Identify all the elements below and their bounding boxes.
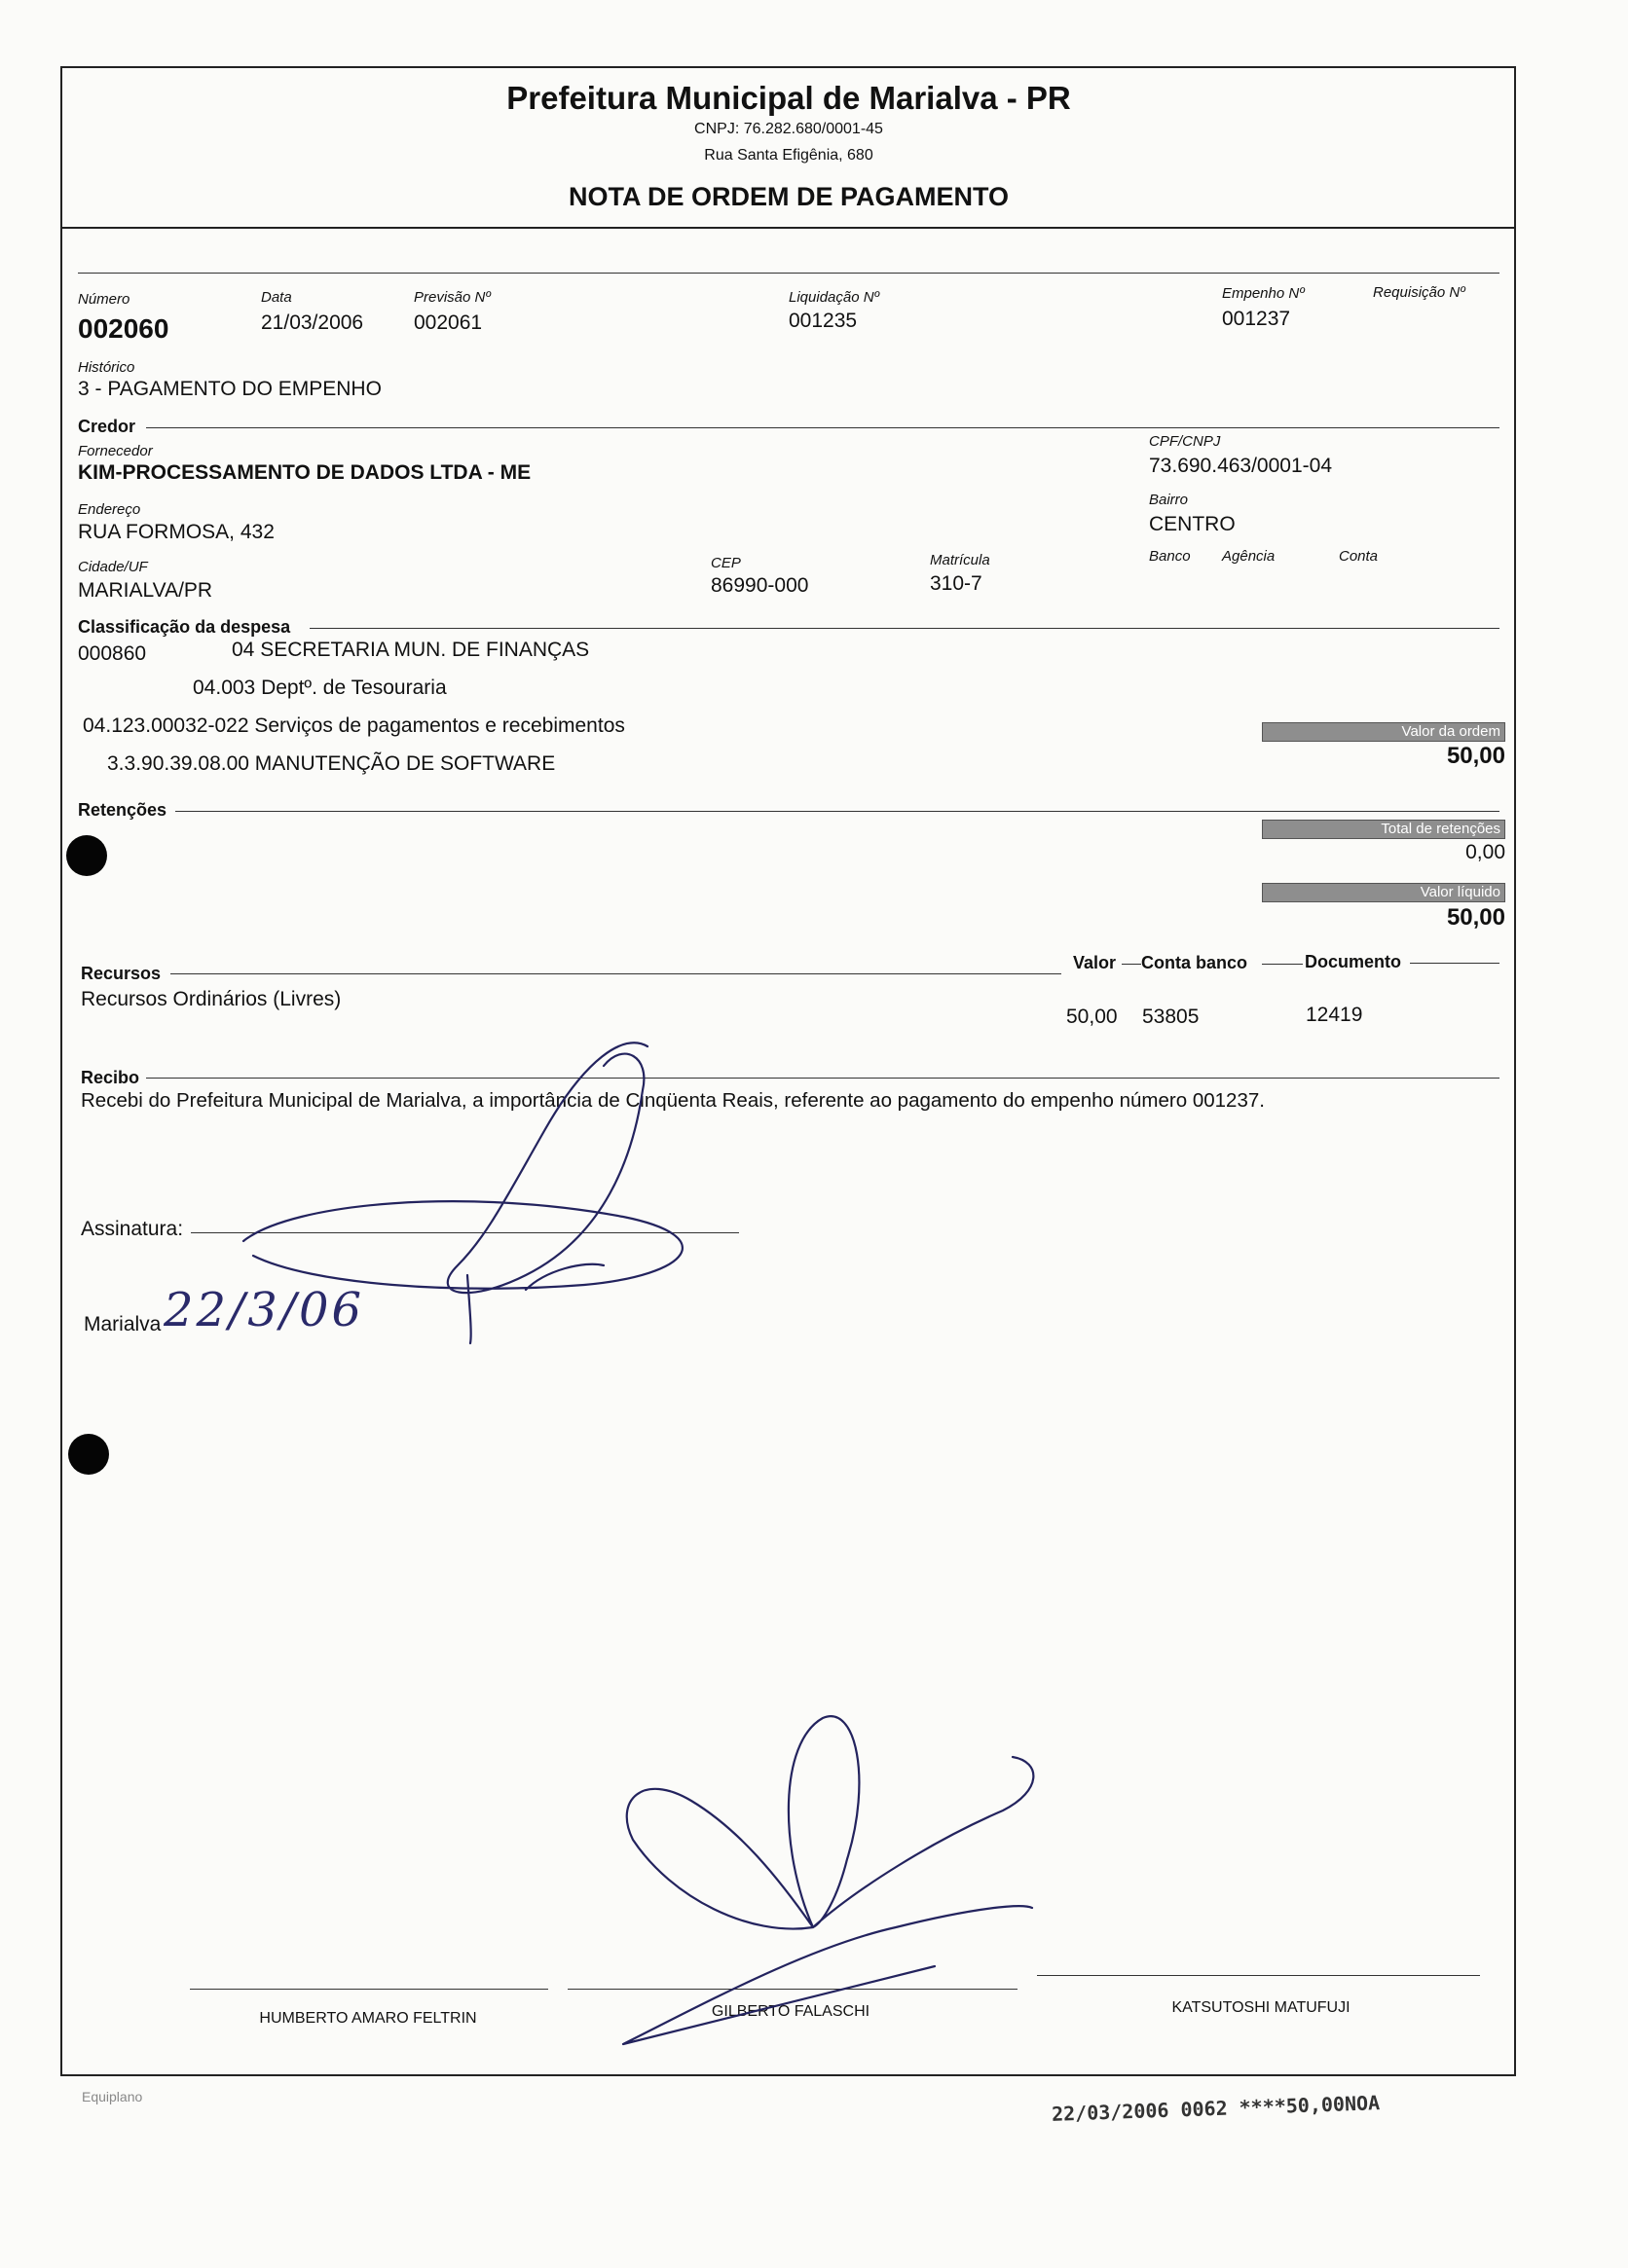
numero-value: 002060 <box>78 313 169 344</box>
recursos-conta: 53805 <box>1142 1006 1200 1028</box>
classificacao-unidade: 04.003 Deptº. de Tesouraria <box>193 677 447 699</box>
cidade-label: Cidade/UF <box>78 559 148 575</box>
cep-value: 86990-000 <box>711 574 809 597</box>
bank-stamp: 22/03/2006 0062 ****50,00NOA <box>1051 2091 1381 2126</box>
recursos-section-title: Recursos <box>81 964 162 983</box>
document-title: NOTA DE ORDEM DE PAGAMENTO <box>568 182 1010 211</box>
data-label: Data <box>261 289 292 306</box>
cidade-value: MARIALVA/PR <box>78 579 213 602</box>
endereco-label: Endereço <box>78 501 141 518</box>
total-retencoes-value: 0,00 <box>1465 841 1505 863</box>
matricula-value: 310-7 <box>930 572 982 595</box>
retencoes-section-title: Retenções <box>78 800 167 820</box>
classificacao-funcional: 04.123.00032-022 Serviços de pagamentos e recebimentos <box>83 714 625 737</box>
valor-ordem-value: 50,00 <box>1446 743 1505 769</box>
liquidacao-label: Liquidação Nº <box>789 289 880 306</box>
classificacao-elemento: 3.3.90.39.08.00 MANUTENÇÃO DE SOFTWARE <box>107 752 556 775</box>
handwritten-date: 22/3/06 <box>164 1283 365 1337</box>
classificacao-orgao: 04 SECRETARIA MUN. DE FINANÇAS <box>232 639 590 661</box>
recursos-valor-header: Valor <box>1073 953 1117 972</box>
total-retencoes-bar: Total de retenções <box>1262 820 1505 839</box>
recursos-documento: 12419 <box>1306 1004 1363 1026</box>
header-cnpj: CNPJ: 76.282.680/0001-45 <box>694 121 883 137</box>
local-label: Marialva <box>84 1313 162 1335</box>
data-value: 21/03/2006 <box>261 311 364 334</box>
signatory-2: GILBERTO FALASCHI <box>711 2003 870 2020</box>
cep-label: CEP <box>711 555 741 571</box>
assinatura-label: Assinatura: <box>81 1218 184 1240</box>
signatory-3: KATSUTOSHI MATUFUJI <box>1171 1999 1350 2016</box>
recursos-value: Recursos Ordinários (Livres) <box>81 988 342 1010</box>
signatory-1: HUMBERTO AMARO FELTRIN <box>259 2010 477 2027</box>
endereco-value: RUA FORMOSA, 432 <box>78 521 275 543</box>
historico-label: Histórico <box>78 359 135 376</box>
recursos-documento-header: Documento <box>1305 952 1401 971</box>
recibo-text: Recebi do Prefeitura Municipal de Marialva, a importância de Cinqüenta Reais, referente ao pagamento do empenho número 001237. <box>81 1089 1265 1112</box>
header-address: Rua Santa Efigênia, 680 <box>704 147 873 164</box>
footer-brand: Equiplano <box>82 2089 143 2104</box>
recursos-conta-header: Conta banco <box>1141 953 1248 972</box>
valor-liquido-bar: Valor líquido <box>1262 883 1505 902</box>
historico-value: 3 - PAGAMENTO DO EMPENHO <box>78 378 382 400</box>
cpf-label: CPF/CNPJ <box>1149 433 1221 450</box>
liquidacao-value: 001235 <box>789 310 858 332</box>
empenho-label: Empenho Nº <box>1222 285 1305 302</box>
previsao-value: 002061 <box>414 311 483 334</box>
fornecedor-value: KIM-PROCESSAMENTO DE DADOS LTDA - ME <box>78 461 532 484</box>
bairro-label: Bairro <box>1149 492 1189 508</box>
numero-label: Número <box>78 291 130 308</box>
banco-label: Banco <box>1149 548 1191 565</box>
classificacao-code: 000860 <box>78 642 147 665</box>
matricula-label: Matrícula <box>930 552 990 568</box>
empenho-value: 001237 <box>1222 308 1291 330</box>
conta-label: Conta <box>1339 548 1379 565</box>
classificacao-section-title: Classificação da despesa <box>78 617 291 637</box>
valor-liquido-value: 50,00 <box>1446 904 1505 931</box>
agencia-label: Agência <box>1222 548 1276 565</box>
fornecedor-label: Fornecedor <box>78 443 153 459</box>
credor-section-title: Credor <box>78 417 136 436</box>
valor-ordem-bar: Valor da ordem <box>1262 722 1505 742</box>
bairro-value: CENTRO <box>1149 513 1236 535</box>
cpf-value: 73.690.463/0001-04 <box>1149 455 1333 477</box>
recursos-valor: 50,00 <box>1066 1006 1118 1028</box>
page-title: Prefeitura Municipal de Marialva - PR <box>506 80 1071 116</box>
recipient-signature <box>243 1043 683 1343</box>
previsao-label: Previsão Nº <box>414 289 491 306</box>
requisicao-label: Requisição Nº <box>1373 284 1465 301</box>
approver-signature <box>623 1716 1033 2044</box>
recibo-section-title: Recibo <box>81 1068 140 1087</box>
